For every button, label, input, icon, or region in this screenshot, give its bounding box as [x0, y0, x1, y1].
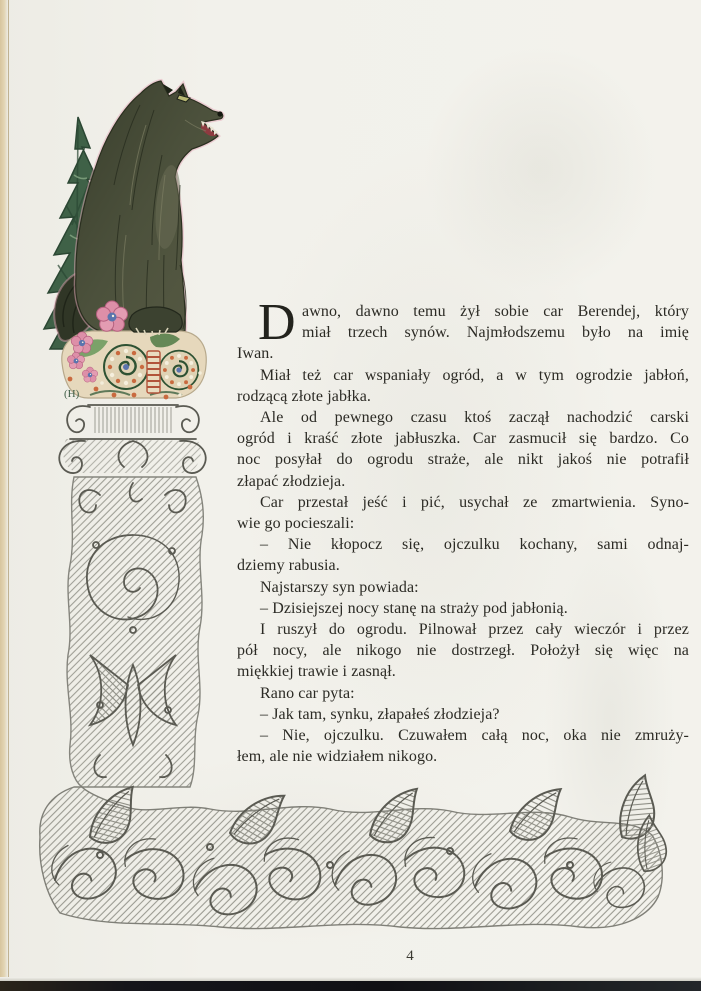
text-line: ogród i kraść złote jabłuszka. Car zasmucił się bardzo. Co: [237, 430, 689, 448]
text-line: Najstarszy syn powiada:: [260, 578, 419, 596]
engraved-column: [67, 477, 203, 787]
page-left-edge: [0, 0, 9, 991]
engraved-border-band: [40, 774, 675, 928]
text-line: wie go pocieszali:: [237, 515, 355, 533]
text-line: I ruszył do ogrodu. Pilnował przez cały wieczór i przez: [260, 621, 689, 639]
text-line: Miał też car wspaniały ogród, a w tym ogrodzie jabłoń,: [260, 366, 689, 384]
paragraph: [237, 492, 689, 534]
text-line: dziemy rabusia.: [237, 557, 340, 575]
paragraph: [237, 407, 689, 492]
text-line: noc posyłał do ogrodu straże, ale nikt jakoś nie potrafił: [237, 451, 689, 469]
text-line: Car przestał jeść i pić, usychał ze zmartwienia. Syno-: [260, 493, 689, 511]
page-number: 4: [406, 948, 414, 964]
text-block: [237, 294, 689, 767]
text-line: rodzącą złote jabłka.: [237, 387, 372, 405]
wolf-paws: [129, 307, 182, 336]
paragraph: [237, 619, 689, 683]
paragraph: [237, 598, 689, 619]
text-line: Ale od pewnego czasu ktoś zaczął nachodzić carski: [260, 409, 689, 427]
paragraph: [237, 704, 689, 725]
stone-capital: [59, 405, 205, 473]
text-line: pół nocy, ale nikogo nie dostrzegł. Położył się więc na: [237, 642, 689, 660]
text-line: miał trzech synów. Najmłodszemu było na imię: [302, 324, 689, 342]
paragraph: [237, 725, 689, 767]
text-line: łem, ale nie widziałem nikogo.: [237, 748, 438, 766]
paragraph: [237, 365, 689, 407]
text-line: Iwan.: [237, 345, 274, 363]
text-line: Rano car pyta:: [260, 684, 355, 702]
paragraph: [237, 577, 689, 598]
text-line: – Nie, ojczulku. Czuwałem całą noc, oka nie zmruży-: [260, 727, 689, 745]
text-line: – Nie kłopocz się, ojczulku kochany, sami odnaj-: [260, 536, 689, 554]
wolf-figure: [76, 81, 223, 331]
paragraph: [237, 294, 689, 365]
paragraph: [237, 534, 689, 576]
paragraph: [237, 683, 689, 704]
text-line: miękkiej trawie i zasnął.: [237, 663, 396, 681]
drop-cap: D: [258, 294, 296, 351]
artist-monogram: (H): [64, 388, 80, 400]
scan-bottom-edge: [0, 981, 701, 991]
text-line: złapać złodzieja.: [237, 472, 346, 490]
text-line: – Dzisiejszej nocy stanę na straży pod jabłonią.: [260, 599, 568, 617]
text-line: – Jak tam, synku, złapałeś złodzieja?: [260, 705, 500, 723]
text-line: awno, dawno temu żył sobie car Berendej, który: [302, 303, 689, 320]
